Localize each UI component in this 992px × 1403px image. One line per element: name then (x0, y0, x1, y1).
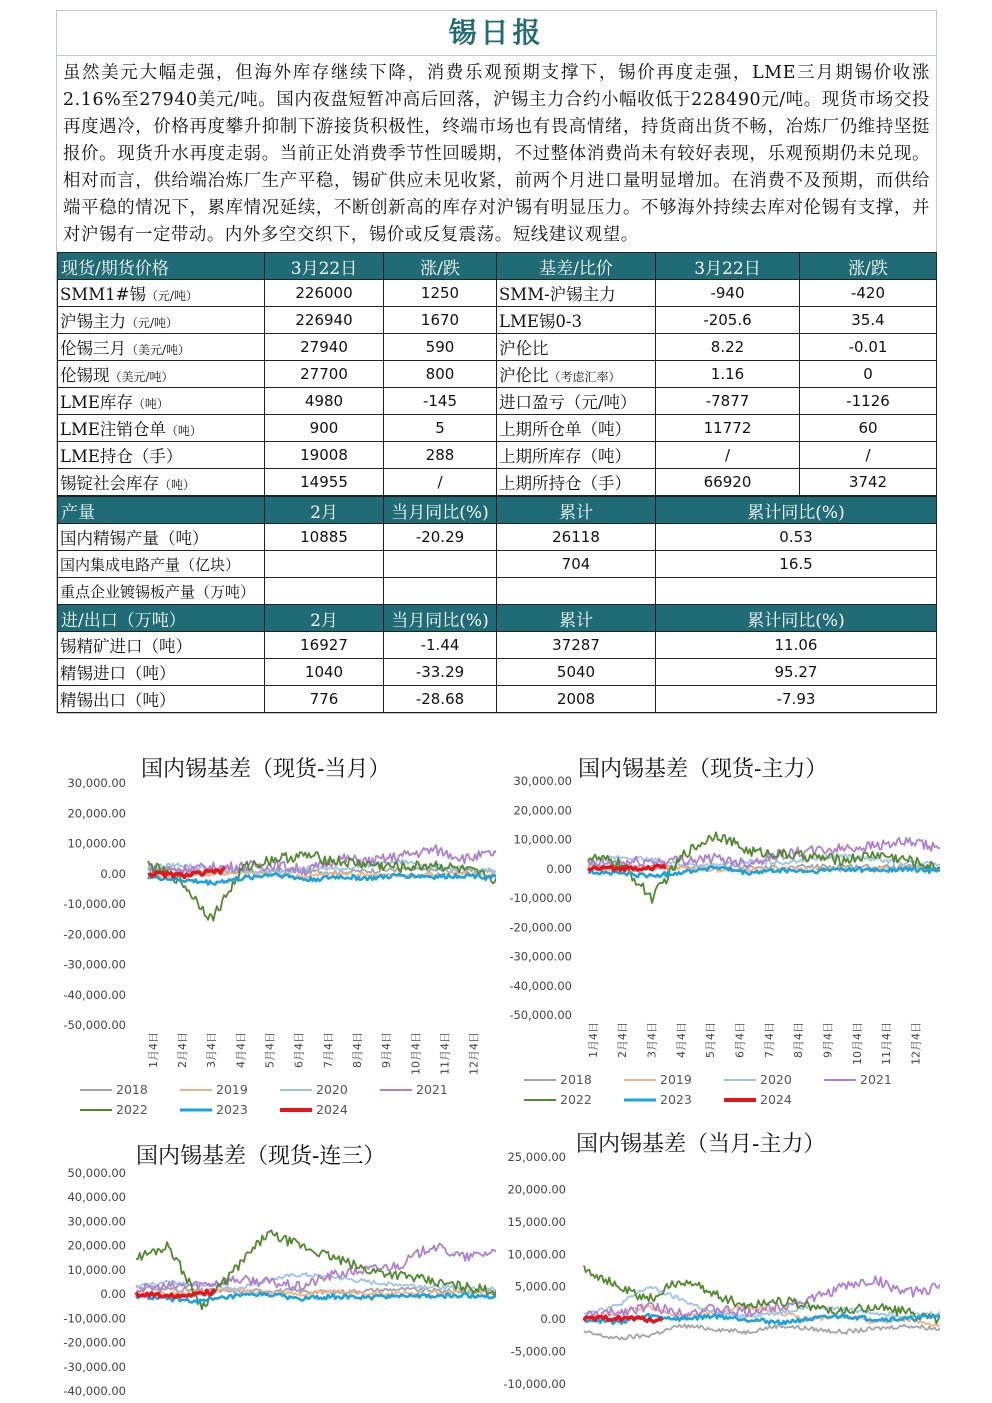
header-trade-month: 2月 (265, 605, 384, 632)
y-tick-label: -20,000.00 (509, 920, 572, 935)
production-row-cumulative (497, 578, 656, 605)
y-tick-label: 10,000.00 (507, 1247, 566, 1262)
price-row-right-label-text: 沪伦比 (499, 366, 549, 385)
y-tick-label: 10,000.00 (513, 832, 572, 847)
production-row-month (265, 578, 384, 605)
price-row-left-label-unit: （美元/吨） (126, 343, 191, 357)
price-row (58, 361, 937, 388)
header-month-yoy: 当月同比(%) (384, 497, 497, 524)
price-row-right-label-text: 上期所库存（吨） (499, 447, 631, 466)
price-row-left-label-text: 伦锡现 (60, 366, 110, 385)
production-table (57, 496, 937, 713)
price-row-right-label (497, 442, 656, 469)
price-row-left-value: 27940 (265, 334, 384, 361)
price-row-right-change: 3742 (800, 469, 937, 496)
trade-row-cumulative-yoy: 95.27 (656, 659, 937, 686)
legend-label-2021: 2021 (416, 1082, 448, 1097)
chart-spot-third-svg (56, 1135, 496, 1403)
price-row-left-label (58, 334, 265, 361)
price-row-left-label (58, 442, 265, 469)
price-row-left-change: 800 (384, 361, 497, 388)
x-tick-label: 5月4日 (263, 1032, 277, 1068)
y-tick-label: -10,000.00 (503, 1377, 566, 1391)
header-production: 产量 (58, 497, 265, 524)
trade-table-header (58, 605, 937, 632)
production-row (58, 551, 937, 578)
x-tick-label: 12月4日 (467, 1032, 481, 1075)
price-row-left-label-text: 伦锡三月 (60, 339, 126, 358)
legend-label-2023: 2023 (216, 1102, 248, 1117)
price-row-right-value: 11772 (656, 415, 800, 442)
price-row-right-value: 8.22 (656, 334, 800, 361)
trade-row-cumulative: 2008 (497, 686, 656, 713)
price-row-left-label-text: LME注销仓单 (60, 420, 166, 439)
y-tick-label: 10,000.00 (67, 836, 126, 851)
header-date: 3月22日 (265, 253, 384, 280)
y-tick-label: -10,000.00 (63, 1311, 126, 1326)
price-row-right-value: 1.16 (656, 361, 800, 388)
chart-current-main (500, 1123, 940, 1403)
price-row-right-label-text: 沪伦比 (499, 339, 549, 358)
price-table-header (58, 253, 937, 280)
x-tick-label: 6月4日 (292, 1032, 306, 1068)
price-row-left-value: 27700 (265, 361, 384, 388)
y-tick-label: -5,000.00 (510, 1344, 566, 1359)
header-change-2: 涨/跌 (800, 253, 937, 280)
legend-label-2024: 2024 (316, 1102, 348, 1117)
y-tick-label: -30,000.00 (63, 1359, 126, 1374)
series-line-2021 (588, 838, 940, 868)
price-row (58, 415, 937, 442)
price-row-left-label-unit: （元/吨） (126, 316, 179, 330)
price-row-right-value: -940 (656, 280, 800, 307)
price-row-left-label (58, 307, 265, 334)
price-row-left-label (58, 280, 265, 307)
production-row-month-yoy (384, 551, 497, 578)
y-tick-label: -30,000.00 (509, 949, 572, 964)
x-tick-label: 9月4日 (380, 1032, 394, 1068)
legend-label-2020: 2020 (760, 1072, 792, 1087)
production-row (58, 524, 937, 551)
report-title: 锡日报 (57, 11, 936, 56)
production-row-cumulative-yoy: 0.53 (656, 524, 937, 551)
production-row-label: 国内精锡产量（吨） (58, 524, 265, 551)
header-cumulative: 累计 (497, 497, 656, 524)
trade-row-month-yoy: -28.68 (384, 686, 497, 713)
price-row-left-label-text: 锡锭社会库存 (60, 474, 159, 493)
price-row-right-value: / (656, 442, 800, 469)
y-tick-label: 20,000.00 (67, 1238, 126, 1253)
y-tick-label: -10,000.00 (509, 891, 572, 905)
price-row-left-value: 19008 (265, 442, 384, 469)
legend-label-2024: 2024 (760, 1092, 792, 1107)
daily-report-sheet (56, 10, 937, 714)
price-row (58, 388, 937, 415)
x-tick-label: 10月4日 (409, 1032, 423, 1075)
y-tick-label: -50,000.00 (63, 1018, 126, 1032)
legend-label-2018: 2018 (116, 1082, 148, 1097)
trade-row-label: 精锡进口（吨） (58, 659, 265, 686)
price-row-right-value: 66920 (656, 469, 800, 496)
header-trade-cumulative-yoy: 累计同比(%) (656, 605, 937, 632)
x-tick-label: 2月4日 (175, 1032, 189, 1068)
price-row-left-change: 288 (384, 442, 497, 469)
price-row (58, 334, 937, 361)
y-tick-label: 30,000.00 (67, 1214, 126, 1229)
y-tick-label: 30,000.00 (513, 774, 572, 788)
x-tick-label: 11月4日 (438, 1032, 452, 1075)
legend-label-2019: 2019 (660, 1072, 692, 1087)
y-tick-label: 0.00 (540, 1312, 566, 1327)
production-row-label: 国内集成电路产量（亿块） (58, 551, 265, 578)
y-tick-label: -40,000.00 (509, 978, 572, 993)
trade-row (58, 632, 937, 659)
x-tick-label: 8月4日 (350, 1032, 364, 1068)
market-summary: 虽然美元大幅走强，但海外库存继续下降，消费乐观预期支撑下，锡价再度走强，LME三月期锡价收涨2.16%至27940美元/吨。国内夜盘短暂冲高后回落，沪锡主力合约小幅收低于228490元/吨。现货市场交投再度遇冷，价格再度攀升抑制下游接货积极性，终端市场也有畏高情绪，持货商出货不畅，冶炼厂仍维持坚挺报价。现货升水再度走弱。当前正处消费季节性回暖期，不过整体消费尚未有较好表现，乐观预期仍未兑现。相对而言，供给端冶炼厂生产平稳，锡矿供应未见收紧，前两个月进口量明显增加。在消费不及预期，而供给端平稳的情况下，累库情况延续，不断创新高的库存对沪锡有明显压力。不够海外持续去库对伦锡有支撑，并对沪锡有一定带动。内外多空交织下，锡价或反复震荡。短线建议观望。 (63, 63, 930, 245)
price-row-right-label (497, 415, 656, 442)
price-row (58, 442, 937, 469)
x-tick-label: 3月4日 (205, 1032, 219, 1068)
production-row-month-yoy: -20.29 (384, 524, 497, 551)
x-tick-label: 2月4日 (616, 1022, 630, 1058)
y-tick-label: -30,000.00 (63, 957, 126, 972)
production-row (58, 578, 937, 605)
price-row-left-change: 1250 (384, 280, 497, 307)
price-row-right-label-text: LME锡0-3 (499, 312, 582, 331)
price-row-right-change: -1126 (800, 388, 937, 415)
x-tick-label: 10月4日 (850, 1022, 864, 1065)
trade-row-month-yoy: -1.44 (384, 632, 497, 659)
y-tick-label: 20,000.00 (67, 806, 126, 821)
y-tick-label: -10,000.00 (63, 897, 126, 911)
chart-spot-main-svg (500, 748, 940, 1123)
x-tick-label: 5月4日 (704, 1022, 718, 1058)
production-row-month-yoy (384, 578, 497, 605)
x-tick-label: 11月4日 (880, 1022, 894, 1065)
header-month: 2月 (265, 497, 384, 524)
price-row-right-label (497, 280, 656, 307)
y-tick-label: -20,000.00 (63, 1335, 126, 1350)
y-tick-label: 50,000.00 (67, 1166, 126, 1180)
price-row-right-change: 0 (800, 361, 937, 388)
price-row-left-value: 14955 (265, 469, 384, 496)
y-tick-label: 0.00 (100, 1287, 126, 1302)
trade-row-cumulative-yoy: 11.06 (656, 632, 937, 659)
price-row-right-label-text: 上期所持仓（手） (499, 474, 631, 493)
legend-label-2019: 2019 (216, 1082, 248, 1097)
price-row-right-change: -420 (800, 280, 937, 307)
legend-label-2022: 2022 (560, 1092, 592, 1107)
price-row-left-change: / (384, 469, 497, 496)
chart-title: 国内锡基差（现货-主力） (578, 757, 828, 782)
y-tick-label: 25,000.00 (507, 1150, 566, 1164)
trade-row-month: 16927 (265, 632, 384, 659)
price-row-right-label-text: 进口盈亏（元/吨） (499, 393, 637, 412)
x-tick-label: 7月4日 (321, 1032, 335, 1068)
header-cumulative-yoy: 累计同比(%) (656, 497, 937, 524)
trade-row (58, 686, 937, 713)
y-tick-label: 15,000.00 (507, 1214, 566, 1229)
header-basis-ratio: 基差/比价 (497, 253, 656, 280)
price-row-right-label-unit: （考虑汇率） (548, 370, 621, 384)
price-row-left-change: 590 (384, 334, 497, 361)
x-tick-label: 3月4日 (645, 1022, 659, 1058)
trade-row-cumulative: 37287 (497, 632, 656, 659)
trade-row-month: 776 (265, 686, 384, 713)
trade-row-month: 1040 (265, 659, 384, 686)
y-tick-label: -50,000.00 (509, 1008, 572, 1022)
series-line-2020 (584, 1287, 940, 1319)
price-row-left-label-unit: （美元/吨） (109, 370, 174, 384)
price-row-left-change: -145 (384, 388, 497, 415)
price-row-right-value: -7877 (656, 388, 800, 415)
price-row-right-label (497, 388, 656, 415)
price-row-right-change: / (800, 442, 937, 469)
price-row (58, 307, 937, 334)
production-row-cumulative-yoy: 16.5 (656, 551, 937, 578)
chart-current-main-svg (500, 1123, 940, 1403)
header-trade-cumulative: 累计 (497, 605, 656, 632)
header-trade: 进/出口（万吨） (58, 605, 265, 632)
production-row-month: 10885 (265, 524, 384, 551)
price-row-left-value: 4980 (265, 388, 384, 415)
chart-title: 国内锡基差（当月-主力） (576, 1132, 826, 1157)
y-tick-label: -20,000.00 (63, 927, 126, 942)
x-tick-label: 7月4日 (762, 1022, 776, 1058)
x-tick-label: 4月4日 (234, 1032, 248, 1068)
price-row-right-label-text: SMM-沪锡主力 (499, 285, 616, 304)
legend-label-2020: 2020 (316, 1082, 348, 1097)
legend-label-2022: 2022 (116, 1102, 148, 1117)
price-row-left-change: 1670 (384, 307, 497, 334)
header-trade-month-yoy: 当月同比(%) (384, 605, 497, 632)
production-row-month (265, 551, 384, 578)
x-tick-label: 1月4日 (586, 1022, 600, 1058)
series-line-2018 (584, 1324, 940, 1340)
price-row-left-label-text: SMM1#锡 (60, 285, 146, 304)
header-spot-futures: 现货/期货价格 (58, 253, 265, 280)
price-row-right-label (497, 469, 656, 496)
price-row-left-label-unit: （元/吨） (145, 289, 198, 303)
y-tick-label: 10,000.00 (67, 1262, 126, 1277)
price-row-right-label-text: 上期所仓单（吨） (499, 420, 631, 439)
price-row-left-label-unit: （吨） (165, 424, 202, 438)
trade-row-label: 精锡出口（吨） (58, 686, 265, 713)
x-tick-label: 12月4日 (909, 1022, 923, 1065)
price-row-left-label-text: LME库存 (60, 393, 133, 412)
chart-spot-main (500, 748, 940, 1123)
trade-row-month-yoy: -33.29 (384, 659, 497, 686)
production-row-label: 重点企业镀锡板产量（万吨） (58, 578, 265, 605)
chart-title: 国内锡基差（现货-当月） (141, 757, 391, 782)
legend-label-2018: 2018 (560, 1072, 592, 1087)
price-row-right-change: -0.01 (800, 334, 937, 361)
chart-spot-current-month (56, 748, 496, 1128)
price-row-left-label (58, 469, 265, 496)
y-tick-label: -40,000.00 (63, 987, 126, 1002)
production-table-header (58, 497, 937, 524)
trade-row-cumulative-yoy: -7.93 (656, 686, 937, 713)
trade-row-label: 锡精矿进口（吨） (58, 632, 265, 659)
price-row-left-label-unit: （吨） (159, 478, 196, 492)
header-change: 涨/跌 (384, 253, 497, 280)
y-tick-label: 30,000.00 (67, 776, 126, 790)
y-tick-label: 40,000.00 (67, 1190, 126, 1205)
y-tick-label: 0.00 (546, 861, 572, 876)
price-row-left-label (58, 361, 265, 388)
legend-label-2023: 2023 (660, 1092, 692, 1107)
x-tick-label: 9月4日 (821, 1022, 835, 1058)
price-row-left-label-text: LME持仓（手） (60, 447, 183, 466)
price-row-left-change: 5 (384, 415, 497, 442)
price-row-right-change: 60 (800, 415, 937, 442)
chart-spot-current-month-svg (56, 748, 496, 1128)
price-row-right-label (497, 361, 656, 388)
price-table (57, 252, 937, 496)
y-tick-label: -40,000.00 (63, 1384, 126, 1398)
price-row-right-label (497, 334, 656, 361)
price-row-left-value: 900 (265, 415, 384, 442)
price-row-right-change: 35.4 (800, 307, 937, 334)
price-row-left-label-unit: （吨） (132, 397, 169, 411)
x-tick-label: 8月4日 (792, 1022, 806, 1058)
chart-title: 国内锡基差（现货-连三） (136, 1144, 386, 1169)
header-date-2: 3月22日 (656, 253, 800, 280)
x-tick-label: 1月4日 (146, 1032, 160, 1068)
trade-row (58, 659, 937, 686)
price-row (58, 469, 937, 496)
production-row-cumulative: 704 (497, 551, 656, 578)
y-tick-label: 0.00 (100, 866, 126, 881)
price-row-left-label (58, 415, 265, 442)
x-tick-label: 6月4日 (733, 1022, 747, 1058)
price-row (58, 280, 937, 307)
production-row-cumulative: 26118 (497, 524, 656, 551)
price-row-right-label (497, 307, 656, 334)
price-row-left-label (58, 388, 265, 415)
price-row-right-value: -205.6 (656, 307, 800, 334)
price-row-left-label-text: 沪锡主力 (60, 312, 126, 331)
production-row-cumulative-yoy (656, 578, 937, 605)
price-row-left-value: 226000 (265, 280, 384, 307)
y-tick-label: 5,000.00 (514, 1279, 566, 1294)
trade-row-cumulative: 5040 (497, 659, 656, 686)
legend-label-2021: 2021 (860, 1072, 892, 1087)
y-tick-label: 20,000.00 (513, 803, 572, 818)
y-tick-label: 20,000.00 (507, 1182, 566, 1197)
chart-spot-third (56, 1135, 496, 1403)
x-tick-label: 4月4日 (674, 1022, 688, 1058)
price-row-left-value: 226940 (265, 307, 384, 334)
series-line-2021 (136, 1244, 496, 1293)
